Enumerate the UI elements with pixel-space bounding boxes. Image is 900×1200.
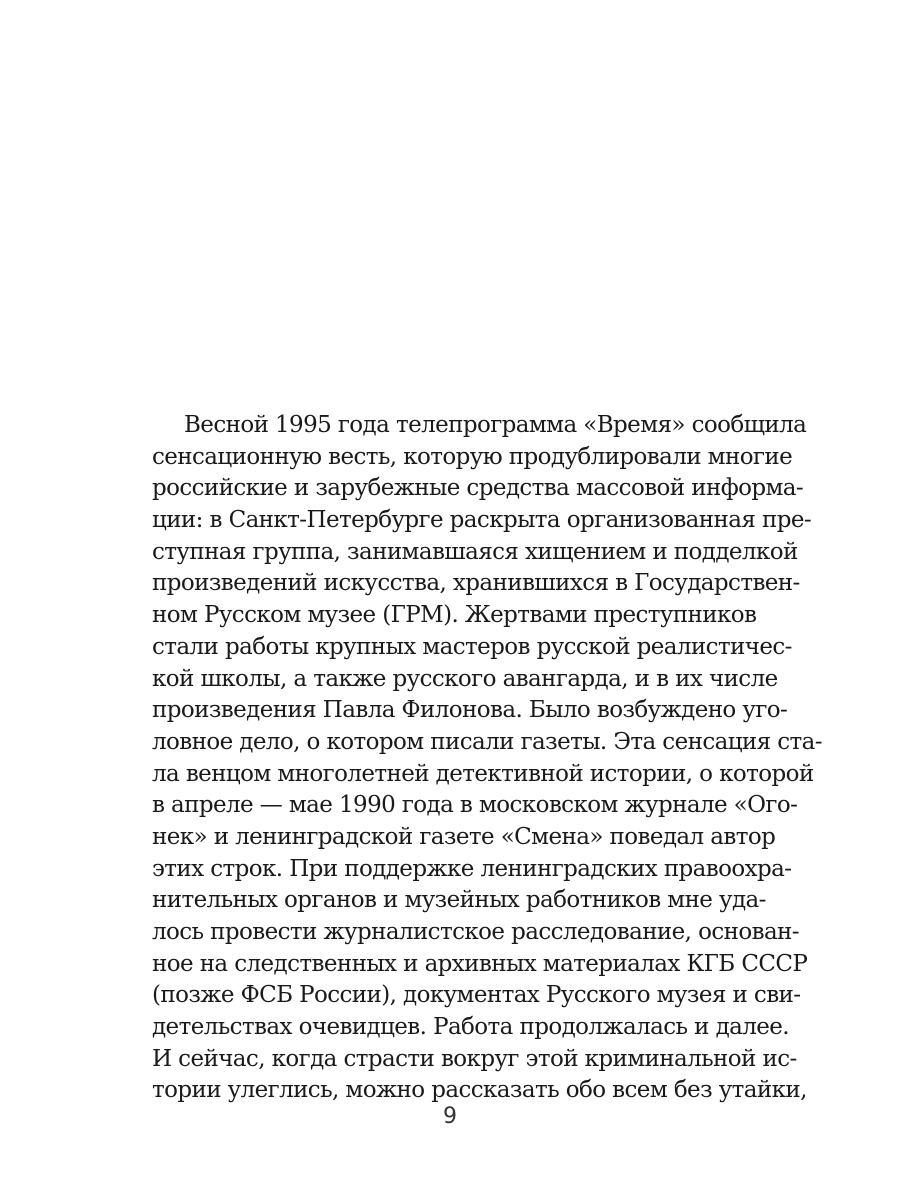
- text-line: сенсационную весть, которую продублировали многие: [152, 443, 793, 470]
- text-line: Весной 1995 года телепрограмма «Время» сообщила: [184, 412, 807, 438]
- text-line: ное на следственных и архивных материалах КГБ СССР: [152, 950, 808, 977]
- text-line: кой школы, а также русского авангарда, и в их числе: [152, 665, 778, 692]
- text-line: произведения Павла Филонова. Было возбуждено уго-: [152, 697, 788, 724]
- text-line: И сейчас, когда страсти вокруг этой криминальной ис-: [152, 1045, 797, 1072]
- text-line: ции: в Санкт-Петербурге раскрыта организованная пре-: [152, 507, 812, 534]
- text-line: в апреле — мае 1990 года в московском журнале «Ого-: [152, 792, 798, 819]
- text-line: ла венцом многолетней детективной истории, о которой: [152, 760, 814, 787]
- text-line: нительных органов и музейных работников мне уда-: [152, 887, 766, 914]
- text-line: российские и зарубежные средства массовой информа-: [152, 475, 804, 502]
- text-line: этих строк. При поддержке ленинградских правоохра-: [152, 855, 792, 882]
- text-line: (позже ФСБ России), документах Русского музея и сви-: [152, 982, 801, 1009]
- text-line: тории улеглись, можно рассказать обо всем без утайки,: [152, 1077, 807, 1104]
- text-line: лось провести журналистское расследование, основан-: [152, 919, 799, 945]
- text-line: стали работы крупных мастеров русской реалистичес-: [152, 633, 792, 660]
- text-line: ловное дело, о котором писали газеты. Эта сенсация ста-: [152, 728, 822, 755]
- text-line: нек» и ленинградской газете «Смена» поведал автор: [152, 823, 776, 850]
- text-line: произведений искусства, хранившихся в Государствен-: [152, 570, 800, 597]
- body-paragraph: [152, 410, 822, 1107]
- text-line: детельствах очевидцев. Работа продолжалась и далее.: [152, 1014, 789, 1041]
- page-number: 9: [443, 1104, 457, 1129]
- text-line: ступная группа, занимавшаяся хищением и подделкой: [152, 538, 798, 565]
- text-line: ном Русском музее (ГРМ). Жертвами преступников: [152, 602, 757, 629]
